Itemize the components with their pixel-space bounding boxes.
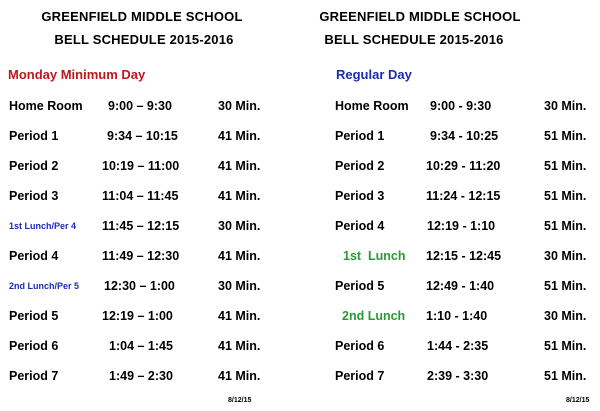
period-time: 10:19 – 11:00: [102, 159, 180, 173]
period-duration: 30 Min.: [218, 219, 261, 233]
period-label: 1st Lunch/Per 4: [9, 221, 77, 231]
period-duration: 51 Min.: [544, 219, 587, 233]
schedule-row: [300, 366, 600, 386]
period-label: 2nd Lunch/Per 5: [9, 281, 80, 291]
day-title: Monday Minimum Day: [8, 67, 146, 82]
schedule-row: [0, 246, 300, 266]
period-duration: 51 Min.: [544, 189, 587, 203]
schedule-row: [0, 126, 300, 146]
period-label: Period 6: [335, 339, 385, 353]
period-time: 9:34 - 10:25: [430, 129, 499, 143]
schedule-row: [300, 186, 600, 206]
period-label: Period 4: [335, 219, 385, 233]
schedule-row: [300, 306, 600, 326]
schedule-row: [300, 96, 600, 116]
footer-date: 8/12/15: [566, 397, 590, 404]
period-time: 1:49 – 2:30: [109, 369, 173, 383]
period-label: Period 7: [335, 369, 385, 383]
period-time: 9:34 – 10:15: [107, 129, 178, 143]
period-label: 2nd Lunch: [342, 309, 406, 323]
period-duration: 51 Min.: [544, 159, 587, 173]
period-duration: 41 Min.: [218, 339, 261, 353]
schedule-row: [0, 216, 300, 236]
schedule-row: [300, 126, 600, 146]
period-duration: 41 Min.: [218, 309, 261, 323]
day-title: Regular Day: [336, 67, 412, 82]
period-duration: 41 Min.: [218, 249, 261, 263]
period-label: Period 2: [9, 159, 59, 173]
footer-date: 8/12/15: [228, 397, 252, 404]
schedule-row: [0, 276, 300, 296]
period-label: Period 4: [9, 249, 59, 263]
period-duration: 30 Min.: [544, 249, 587, 263]
period-time: 12:15 - 12:45: [426, 249, 502, 263]
schedule-row: [0, 186, 300, 206]
schedule-row: [300, 246, 600, 266]
schedule-row: [300, 156, 600, 176]
period-label: Period 3: [335, 189, 385, 203]
period-duration: 41 Min.: [218, 159, 261, 173]
schedule-row: [0, 336, 300, 356]
period-duration: 30 Min.: [544, 99, 587, 113]
period-time: 11:04 – 11:45: [102, 189, 179, 203]
period-time: 1:44 - 2:35: [427, 339, 489, 353]
period-label: Period 2: [335, 159, 385, 173]
schedule-row: [300, 276, 600, 296]
schedule-row: [0, 366, 300, 386]
period-time: 11:49 – 12:30: [102, 249, 180, 263]
period-time: 12:49 - 1:40: [426, 279, 495, 293]
period-label: Period 7: [9, 369, 59, 383]
schedule-title: BELL SCHEDULE 2015-2016: [54, 32, 234, 47]
period-duration: 30 Min.: [218, 99, 261, 113]
period-label: Period 3: [9, 189, 59, 203]
period-duration: 51 Min.: [544, 339, 587, 353]
period-label: Period 5: [9, 309, 59, 323]
period-duration: 41 Min.: [218, 129, 261, 143]
period-label: Home Room: [9, 99, 83, 113]
regular-day-schedule: [300, 0, 600, 411]
schedule-row: [300, 336, 600, 356]
period-time: 1:04 – 1:45: [109, 339, 173, 353]
period-time: 9:00 – 9:30: [108, 99, 172, 113]
period-label: Period 5: [335, 279, 385, 293]
schedule-row: [0, 306, 300, 326]
period-duration: 51 Min.: [544, 279, 587, 293]
period-time: 9:00 - 9:30: [430, 99, 492, 113]
period-label: Period 1: [9, 129, 59, 143]
schedule-title: BELL SCHEDULE 2015-2016: [324, 32, 504, 47]
schedule-row: [300, 216, 600, 236]
period-time: 11:45 – 12:15: [102, 219, 180, 233]
period-time: 10:29 - 11:20: [426, 159, 501, 173]
period-duration: 41 Min.: [218, 369, 261, 383]
schedule-row: [0, 96, 300, 116]
period-time: 11:24 - 12:15: [426, 189, 501, 203]
period-label: Period 6: [9, 339, 59, 353]
period-time: 2:39 - 3:30: [427, 369, 489, 383]
school-name: GREENFIELD MIDDLE SCHOOL: [41, 9, 243, 24]
period-duration: 30 Min.: [544, 309, 587, 323]
school-name: GREENFIELD MIDDLE SCHOOL: [319, 9, 521, 24]
period-duration: 30 Min.: [218, 279, 261, 293]
period-time: 1:10 - 1:40: [426, 309, 488, 323]
period-time: 12:19 – 1:00: [102, 309, 173, 323]
schedule-row: [0, 156, 300, 176]
period-duration: 41 Min.: [218, 189, 261, 203]
period-duration: 51 Min.: [544, 369, 587, 383]
period-label: Period 1: [335, 129, 385, 143]
period-duration: 51 Min.: [544, 129, 587, 143]
period-time: 12:30 – 1:00: [104, 279, 175, 293]
period-time: 12:19 - 1:10: [427, 219, 496, 233]
period-label: Home Room: [335, 99, 409, 113]
period-label: 1st Lunch: [343, 249, 406, 263]
